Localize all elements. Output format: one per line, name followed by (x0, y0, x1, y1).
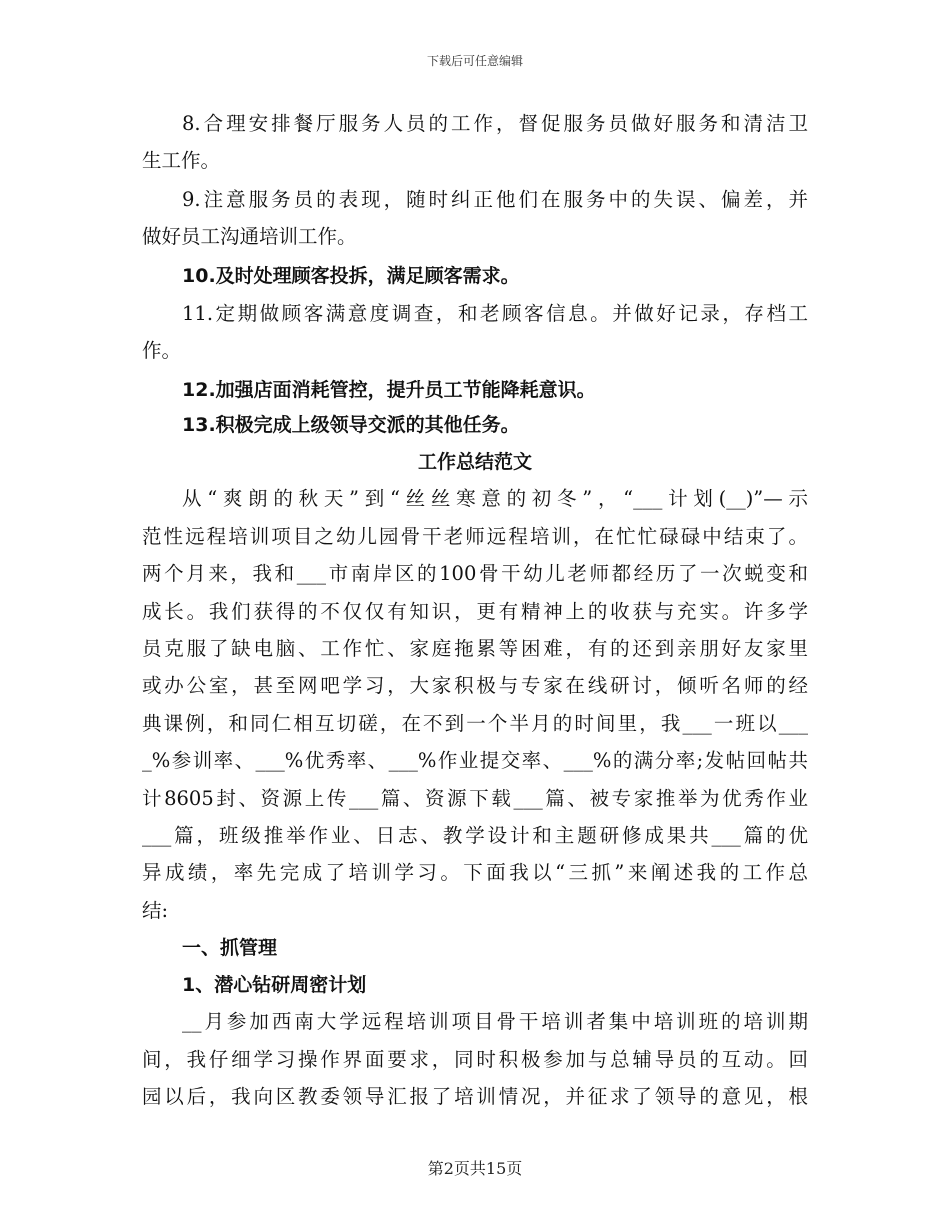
paragraph-line: 11.定期做顾客满意度调查，和老顾客信息。并做好记录，存档工 (182, 302, 808, 325)
paragraph-line: 成长。我们获得的不仅仅有知识，更有精神上的收获与充实。许多学 (142, 600, 808, 623)
paragraph-line: 典课例，和同仁相互切磋，在不到一个半月的时间里，我___一班以___ (142, 712, 808, 735)
paragraph-line: 员克服了缺电脑、工作忙、家庭拖累等困难，有的还到亲朋好友家里 (142, 637, 808, 660)
paragraph-line: 异成绩，率先完成了培训学习。下面我以“三抓”来阐述我的工作总 (142, 861, 808, 884)
page-footer: 第2页共15页 (427, 1159, 523, 1178)
paragraph-line: __月参加西南大学远程培训项目骨干培训者集中培训班的培训期 (182, 1010, 808, 1033)
paragraph-line: 或办公室，甚至网吧学习，大家积极与专家在线研讨，倾听名师的经 (142, 674, 808, 697)
heading-level-2: 1、潜心钻研周密计划 (182, 974, 367, 996)
bold-item: 13.积极完成上级领导交派的其他任务。 (182, 414, 520, 436)
paragraph-line: 做好员工沟通培训工作。 (142, 225, 357, 248)
paragraph-line: 计8605封、资源上传___篇、资源下载___篇、被专家推举为优秀作业 (142, 787, 808, 810)
paragraph-line: 园以后，我向区教委领导汇报了培训情况，并征求了领导的意见，根 (142, 1085, 808, 1108)
section-title: 工作总结范文 (417, 451, 532, 473)
paragraph-line: 作。 (142, 339, 182, 362)
bold-item: 12.加强店面消耗管控，提升员工节能降耗意识。 (182, 379, 596, 401)
heading-level-1: 一、抓管理 (182, 937, 278, 959)
paragraph-line: ___篇，班级推举作业、日志、教学设计和主题研修成果共___篇的优 (142, 824, 808, 847)
page-header: 下载后可任意编辑 (426, 54, 523, 68)
bold-item: 10.及时处理顾客投拆，满足顾客需求。 (182, 265, 520, 287)
paragraph-line: 8.合理安排餐厅服务人员的工作，督促服务员做好服务和清洁卫 (182, 112, 808, 135)
paragraph-line: 从“爽朗的秋天”到“丝丝寒意的初冬”，“___计划(__)”—示 (182, 487, 808, 510)
paragraph-line: 生工作。 (142, 149, 221, 172)
paragraph-line: _%参训率、___%优秀率、___%作业提交率、___%的满分率;发帖回帖共 (142, 749, 808, 772)
paragraph-line: 两个月来，我和___市南岸区的100骨干幼儿老师都经历了一次蜕变和 (142, 562, 808, 585)
paragraph-line: 范性远程培训项目之幼儿园骨干老师远程培训，在忙忙碌碌中结束了。 (142, 525, 808, 548)
paragraph-line: 结: (142, 899, 169, 922)
paragraph-line: 间，我仔细学习操作界面要求，同时积极参加与总辅导员的互动。回 (142, 1048, 808, 1071)
paragraph-line: 9.注意服务员的表现，随时纠正他们在服务中的失误、偏差，并 (182, 188, 808, 211)
